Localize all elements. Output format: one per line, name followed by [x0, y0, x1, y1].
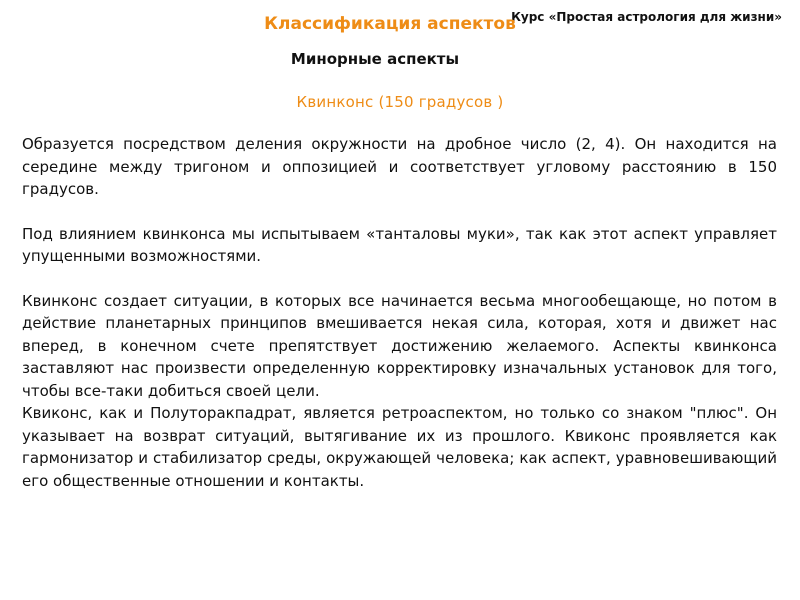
paragraph-situations: Квинконс создает ситуации, в которых все начинается весьма многообещающе, но потом в действие планетарных принципов вмешивается некая сила, которая, хотя и движет нас вперед, в конечном счете препятствует достижению желаемого. Аспекты квинконса заставляют нас произвести определенную корректировку изначальных установок для того, чтобы все-таки добиться своей цели.	[22, 291, 777, 400]
page-subtitle: Минорные аспекты	[290, 50, 460, 68]
paragraph-retroaspect: Квиконс, как и Полуторакпадрат, является ретроаспектом, но только со знаком "плюс". Он указывает на возврат ситуаций, вытягивание их из прошлого. Квиконс проявляется как гармонизатор и стабилизатор среды, окружающей человека; как аспект, уравновешивающий его общественные отношении и контакты.	[22, 404, 777, 490]
paragraph-gap	[22, 201, 777, 223]
section-title: Квинконс (150 градусов )	[296, 93, 504, 111]
paragraph-gap	[22, 268, 777, 290]
paragraph-influence: Под влиянием квинконса мы испытываем «танталовы муки», так как этот аспект управляет упущенными возможностями.	[22, 224, 777, 265]
course-label: Курс «Простая астрология для жизни»	[511, 10, 782, 24]
page-title: Классификация аспектов	[264, 14, 516, 34]
content-body	[22, 133, 777, 492]
paragraph-definition: Образуется посредством деления окружности на дробное число (2, 4). Он находится на середине между тригоном и оппозицией и соответствует угловому расстоянию в 150 градусов.	[22, 135, 777, 198]
